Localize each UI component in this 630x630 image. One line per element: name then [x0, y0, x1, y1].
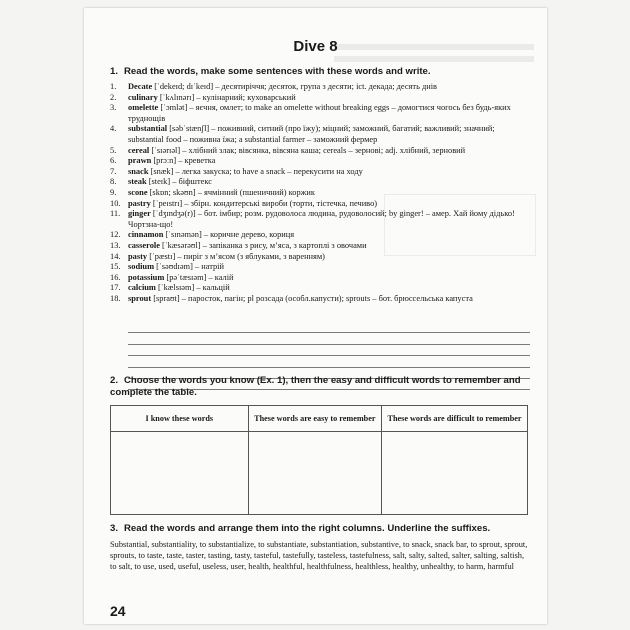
- vocabulary-item: [110, 177, 530, 188]
- vocabulary-item: [110, 199, 530, 210]
- vocabulary-item-number: 10.: [110, 198, 121, 208]
- vocabulary-item: [110, 82, 530, 93]
- vocabulary-definition: [spraʊt] – паросток, пагін; pl розсада (особл.капусти); sprouts – бот. брюссельська капуста: [151, 293, 473, 303]
- vocabulary-headword: casserole: [128, 240, 160, 250]
- vocabulary-definition: [prɔːn] – креветка: [151, 156, 216, 166]
- vocabulary-headword: substantial: [128, 124, 168, 134]
- task-1-instruction: [110, 66, 527, 78]
- vocabulary-item-number: 2.: [110, 92, 117, 102]
- vocabulary-item: [110, 209, 530, 230]
- vocabulary-item: [110, 283, 530, 294]
- vocabulary-item: [110, 252, 530, 263]
- vocabulary-definition: [ˈdekeɪd; dɪˈkeɪd] – десятиріччя; десяток, група з десяти; ict. декада; десять днів: [152, 82, 438, 91]
- vocabulary-item-number: 14.: [110, 251, 121, 261]
- vocabulary-definition: [ˈpeɪstrɪ] – збірн. кондитерські вироби (торти, тістечка, печиво): [150, 198, 378, 208]
- vocabulary-item: [110, 103, 530, 124]
- vocabulary-item-number: 1.: [110, 82, 117, 91]
- vocabulary-item-text: [128, 82, 530, 93]
- vocabulary-item: [110, 146, 530, 157]
- table-header-difficult: These words are difficult to remember: [382, 406, 528, 432]
- vocabulary-item: [110, 273, 530, 284]
- vocabulary-item: [110, 124, 530, 145]
- vocabulary-item: [110, 167, 530, 178]
- vocabulary-definition: [səbˈstænʃl] – поживний, ситний (про їжу); міцний; заможний, багатий; важливий; значний; substantial food – поживна їжа; a substantial farmer – заможний фермер: [128, 124, 495, 144]
- vocabulary-item-text: [128, 230, 530, 241]
- vocabulary-item-number: 7.: [110, 166, 117, 176]
- vocabulary-item-text: [128, 93, 530, 104]
- vocabulary-item-text: [128, 241, 530, 252]
- vocabulary-item-number: 11.: [110, 209, 121, 219]
- task-2-text: Choose the words you know (Ex. 1), then the easy and difficult words to remember and complete the table.: [110, 375, 521, 398]
- vocabulary-headword: calcium: [128, 283, 156, 293]
- vocabulary-item-text: [128, 209, 530, 230]
- vocabulary-headword: sodium: [128, 262, 155, 272]
- vocabulary-headword: culinary: [128, 92, 158, 102]
- vocabulary-item: [110, 188, 530, 199]
- writing-line[interactable]: [128, 322, 530, 333]
- vocabulary-item-text: [128, 273, 530, 284]
- page-title: Dive 8: [293, 38, 338, 55]
- vocabulary-headword: pastry: [128, 198, 151, 208]
- vocabulary-item-text: [128, 177, 530, 188]
- vocabulary-item-number: 15.: [110, 262, 121, 272]
- vocabulary-headword: Decate: [128, 82, 153, 91]
- vocabulary-definition: [snæk] – легка закуска; to have a snack – перекусити на ходу: [148, 166, 363, 176]
- vocabulary-item-text: [128, 146, 530, 157]
- vocabulary-item-number: 16.: [110, 272, 121, 282]
- vocabulary-item-text: [128, 167, 530, 178]
- vocabulary-headword: potassium: [128, 272, 165, 282]
- vocabulary-item-number: 6.: [110, 156, 117, 166]
- vocabulary-item-text: [128, 252, 530, 263]
- task-3-number: 3.: [110, 523, 119, 534]
- vocabulary-item-number: 13.: [110, 240, 121, 250]
- page-number: 24: [110, 603, 126, 619]
- vocabulary-item-number: 18.: [110, 293, 121, 303]
- writing-line[interactable]: [128, 333, 530, 344]
- vocabulary-headword: prawn: [128, 156, 152, 166]
- vocabulary-headword: cinnamon: [128, 230, 164, 240]
- table-cell-known[interactable]: [111, 432, 249, 515]
- vocabulary-item: [110, 156, 530, 167]
- vocabulary-item-number: 3.: [110, 103, 117, 113]
- vocabulary-item: [110, 230, 530, 241]
- vocabulary-item-text: [128, 188, 530, 199]
- writing-line[interactable]: [128, 345, 530, 356]
- vocabulary-definition: [ˈdʒɪndʒə(r)] – бот. імбир; розм. рудоволоса людина, рудоволосий; by ginger! – амер. Хай йому дідько! Чортзна-що!: [128, 209, 515, 229]
- vocabulary-headword: scone: [128, 187, 148, 197]
- vocabulary-definition: [ˈpæstɪ] – пиріг з м’ясом (з яблуками, з варенням): [147, 251, 325, 261]
- vocabulary-item-text: [128, 262, 530, 273]
- task-2-instruction: [110, 375, 527, 399]
- vocabulary-definition: [ˈsɪərɪəl] – хлібний злак; вівсянка, вівсяна каша; cereals – зернові; adj. хлібний, зерновий: [149, 145, 466, 155]
- vocabulary-item-number: 12.: [110, 230, 121, 240]
- vocabulary-definition: [ˈɔmlət] – яєчня, омлет; to make an omelette without breaking eggs – домогтися чогось без будь-яких труднощів: [128, 103, 511, 123]
- vocabulary-headword: sprout: [128, 293, 152, 303]
- vocabulary-definition: [ˈkʌlɪnərɪ] – кулінарний; куховарський: [157, 92, 296, 102]
- vocabulary-headword: steak: [128, 177, 147, 187]
- vocabulary-item: [110, 294, 530, 305]
- vocabulary-item: [110, 262, 530, 273]
- vocabulary-headword: cereal: [128, 145, 150, 155]
- workbook-page: [84, 8, 547, 624]
- vocabulary-definition: [steɪk] – біфштекс: [146, 177, 212, 187]
- vocabulary-item-number: 8.: [110, 177, 117, 187]
- vocabulary-definition: [skɒn; skəʊn] – ячмінний (пшеничний) коржик: [147, 187, 315, 197]
- vocabulary-definition: [pəˈtæsɪəm] – калій: [164, 272, 234, 282]
- vocabulary-list: [110, 82, 530, 304]
- vocabulary-item-number: 4.: [110, 124, 117, 134]
- vocabulary-item-text: [128, 294, 530, 305]
- vocabulary-definition: [ˈkæsərəʊl] – запіканка з рису, м’яса, з картоплі з овочами: [159, 240, 367, 250]
- vocabulary-item-text: [128, 103, 530, 124]
- words-table: [110, 405, 528, 515]
- vocabulary-item: [110, 241, 530, 252]
- task-2-number: 2.: [110, 375, 119, 386]
- vocabulary-item-number: 9.: [110, 187, 117, 197]
- writing-line[interactable]: [128, 356, 530, 367]
- vocabulary-item-number: 17.: [110, 283, 121, 293]
- vocabulary-definition: [ˈsəʊdɪəm] – натрій: [154, 262, 224, 272]
- vocabulary-item-number: 5.: [110, 145, 117, 155]
- task-3-instruction: [110, 523, 527, 535]
- task-3-word-list: Substantial, substantiality, to substantialize, to substantiate, substantiation, substantive, to snack, snack bar, to sprout, sprout, sprouts, to taste, taste, taster, tasting, tasty, tasteful, tastefully, tasteless, tastefulness, salt, salty, salted, salter, salting, saltish, to salt, to use, used, useful, useless, user, health, healthful, healthfulness, healthless, healthy, unhealthy, to harm, harmful: [110, 540, 528, 571]
- table-cell-easy[interactable]: [248, 432, 381, 515]
- table-header-easy: These words are easy to remember: [248, 406, 381, 432]
- vocabulary-headword: ginger: [128, 209, 151, 219]
- vocabulary-headword: snack: [128, 166, 149, 176]
- vocabulary-definition: [ˈsɪnəmən] – коричне дерево, кориця: [163, 230, 295, 240]
- vocabulary-item-text: [128, 283, 530, 294]
- vocabulary-definition: [ˈkælsɪəm] – кальцій: [155, 283, 230, 293]
- vocabulary-item-text: [128, 199, 530, 210]
- vocabulary-item-text: [128, 156, 530, 167]
- task-3-text: Read the words and arrange them into the right columns. Underline the suffixes.: [124, 523, 491, 534]
- table-header-known: I know these words: [111, 406, 249, 432]
- task-1-number: 1.: [110, 66, 119, 77]
- vocabulary-headword: omelette: [128, 103, 159, 113]
- table-cell-difficult[interactable]: [382, 432, 528, 515]
- task-1-text: Read the words, make some sentences with these words and write.: [124, 66, 431, 77]
- vocabulary-item-text: [128, 124, 530, 145]
- vocabulary-item: [110, 93, 530, 104]
- vocabulary-headword: pasty: [128, 251, 148, 261]
